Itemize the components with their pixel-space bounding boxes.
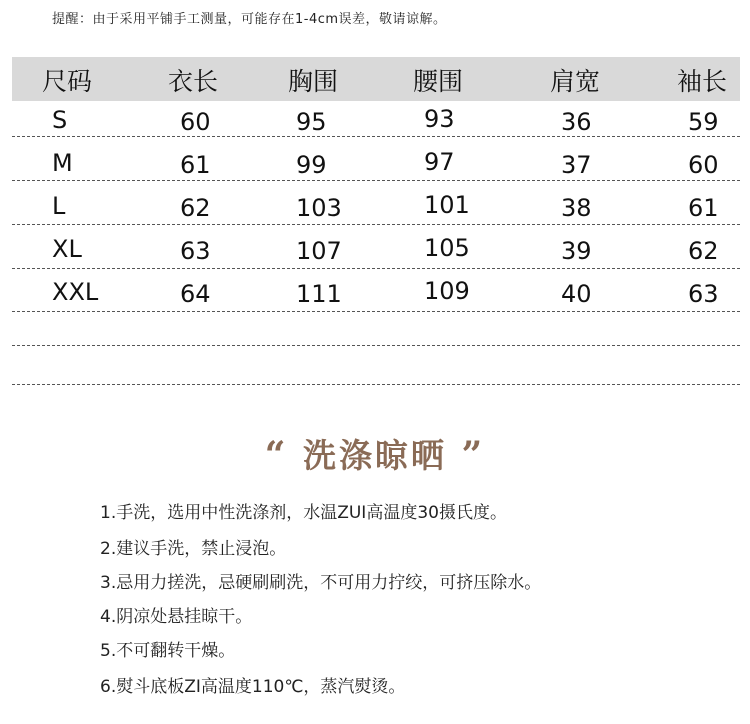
- cell-sleeve: 62: [688, 237, 719, 265]
- cell-sleeve: 60: [688, 151, 719, 179]
- header-shoulder: 肩宽: [550, 67, 601, 96]
- cell-sleeve: 59: [688, 108, 719, 136]
- cell-waist: 93: [424, 105, 455, 133]
- cell-waist: 109: [424, 277, 470, 305]
- row-divider: [12, 311, 740, 312]
- cell-size: S: [52, 106, 68, 134]
- cell-chest: 99: [296, 151, 327, 179]
- row-divider: [12, 136, 740, 137]
- row-divider: [12, 384, 740, 385]
- close-quote: ”: [461, 434, 486, 476]
- row-divider: [12, 224, 740, 225]
- cell-length: 62: [180, 194, 211, 222]
- cell-shoulder: 39: [561, 237, 592, 265]
- list-item: 2.建议手洗，禁止浸泡。: [100, 539, 287, 559]
- care-title-text: 洗涤晾晒: [303, 436, 447, 475]
- row-divider: [12, 180, 740, 181]
- cell-chest: 103: [296, 194, 342, 222]
- cell-shoulder: 40: [561, 280, 592, 308]
- cell-shoulder: 37: [561, 151, 592, 179]
- header-chest: 胸围: [288, 67, 339, 96]
- open-quote: “: [264, 434, 289, 476]
- cell-size: XXL: [52, 278, 99, 306]
- list-item: 6.熨斗底板ZI高温度110℃，蒸汽熨烫。: [100, 677, 406, 697]
- header-waist: 腰围: [413, 67, 464, 96]
- header-sleeve: 袖长: [677, 67, 728, 96]
- cell-shoulder: 36: [561, 108, 592, 136]
- cell-waist: 105: [424, 234, 470, 262]
- list-item: 4.阴凉处悬挂晾干。: [100, 607, 253, 627]
- row-divider: [12, 268, 740, 269]
- care-section-title: [0, 430, 750, 477]
- list-item: 3.忌用力搓洗，忌硬刷刷洗，不可用力拧绞，可挤压除水。: [100, 573, 542, 593]
- list-item: 5.不可翻转干燥。: [100, 641, 236, 661]
- cell-size: L: [52, 192, 66, 220]
- cell-chest: 111: [296, 280, 342, 308]
- table-header-bar: [12, 57, 740, 101]
- row-divider: [12, 345, 740, 346]
- cell-sleeve: 63: [688, 280, 719, 308]
- cell-waist: 97: [424, 148, 455, 176]
- cell-size: M: [52, 149, 73, 177]
- header-size: 尺码: [42, 67, 93, 96]
- cell-sleeve: 61: [688, 194, 719, 222]
- measurement-notice: 提醒：由于采用平铺手工测量，可能存在1-4cm误差，敬请谅解。: [52, 12, 447, 27]
- cell-length: 61: [180, 151, 211, 179]
- list-item: 1.手洗，选用中性洗涤剂，水温ZUI高温度30摄氏度。: [100, 503, 507, 523]
- cell-length: 64: [180, 280, 211, 308]
- cell-chest: 95: [296, 108, 327, 136]
- cell-shoulder: 38: [561, 194, 592, 222]
- cell-size: XL: [52, 235, 82, 263]
- cell-chest: 107: [296, 237, 342, 265]
- cell-length: 63: [180, 237, 211, 265]
- cell-length: 60: [180, 108, 211, 136]
- header-length: 衣长: [168, 67, 219, 96]
- cell-waist: 101: [424, 191, 470, 219]
